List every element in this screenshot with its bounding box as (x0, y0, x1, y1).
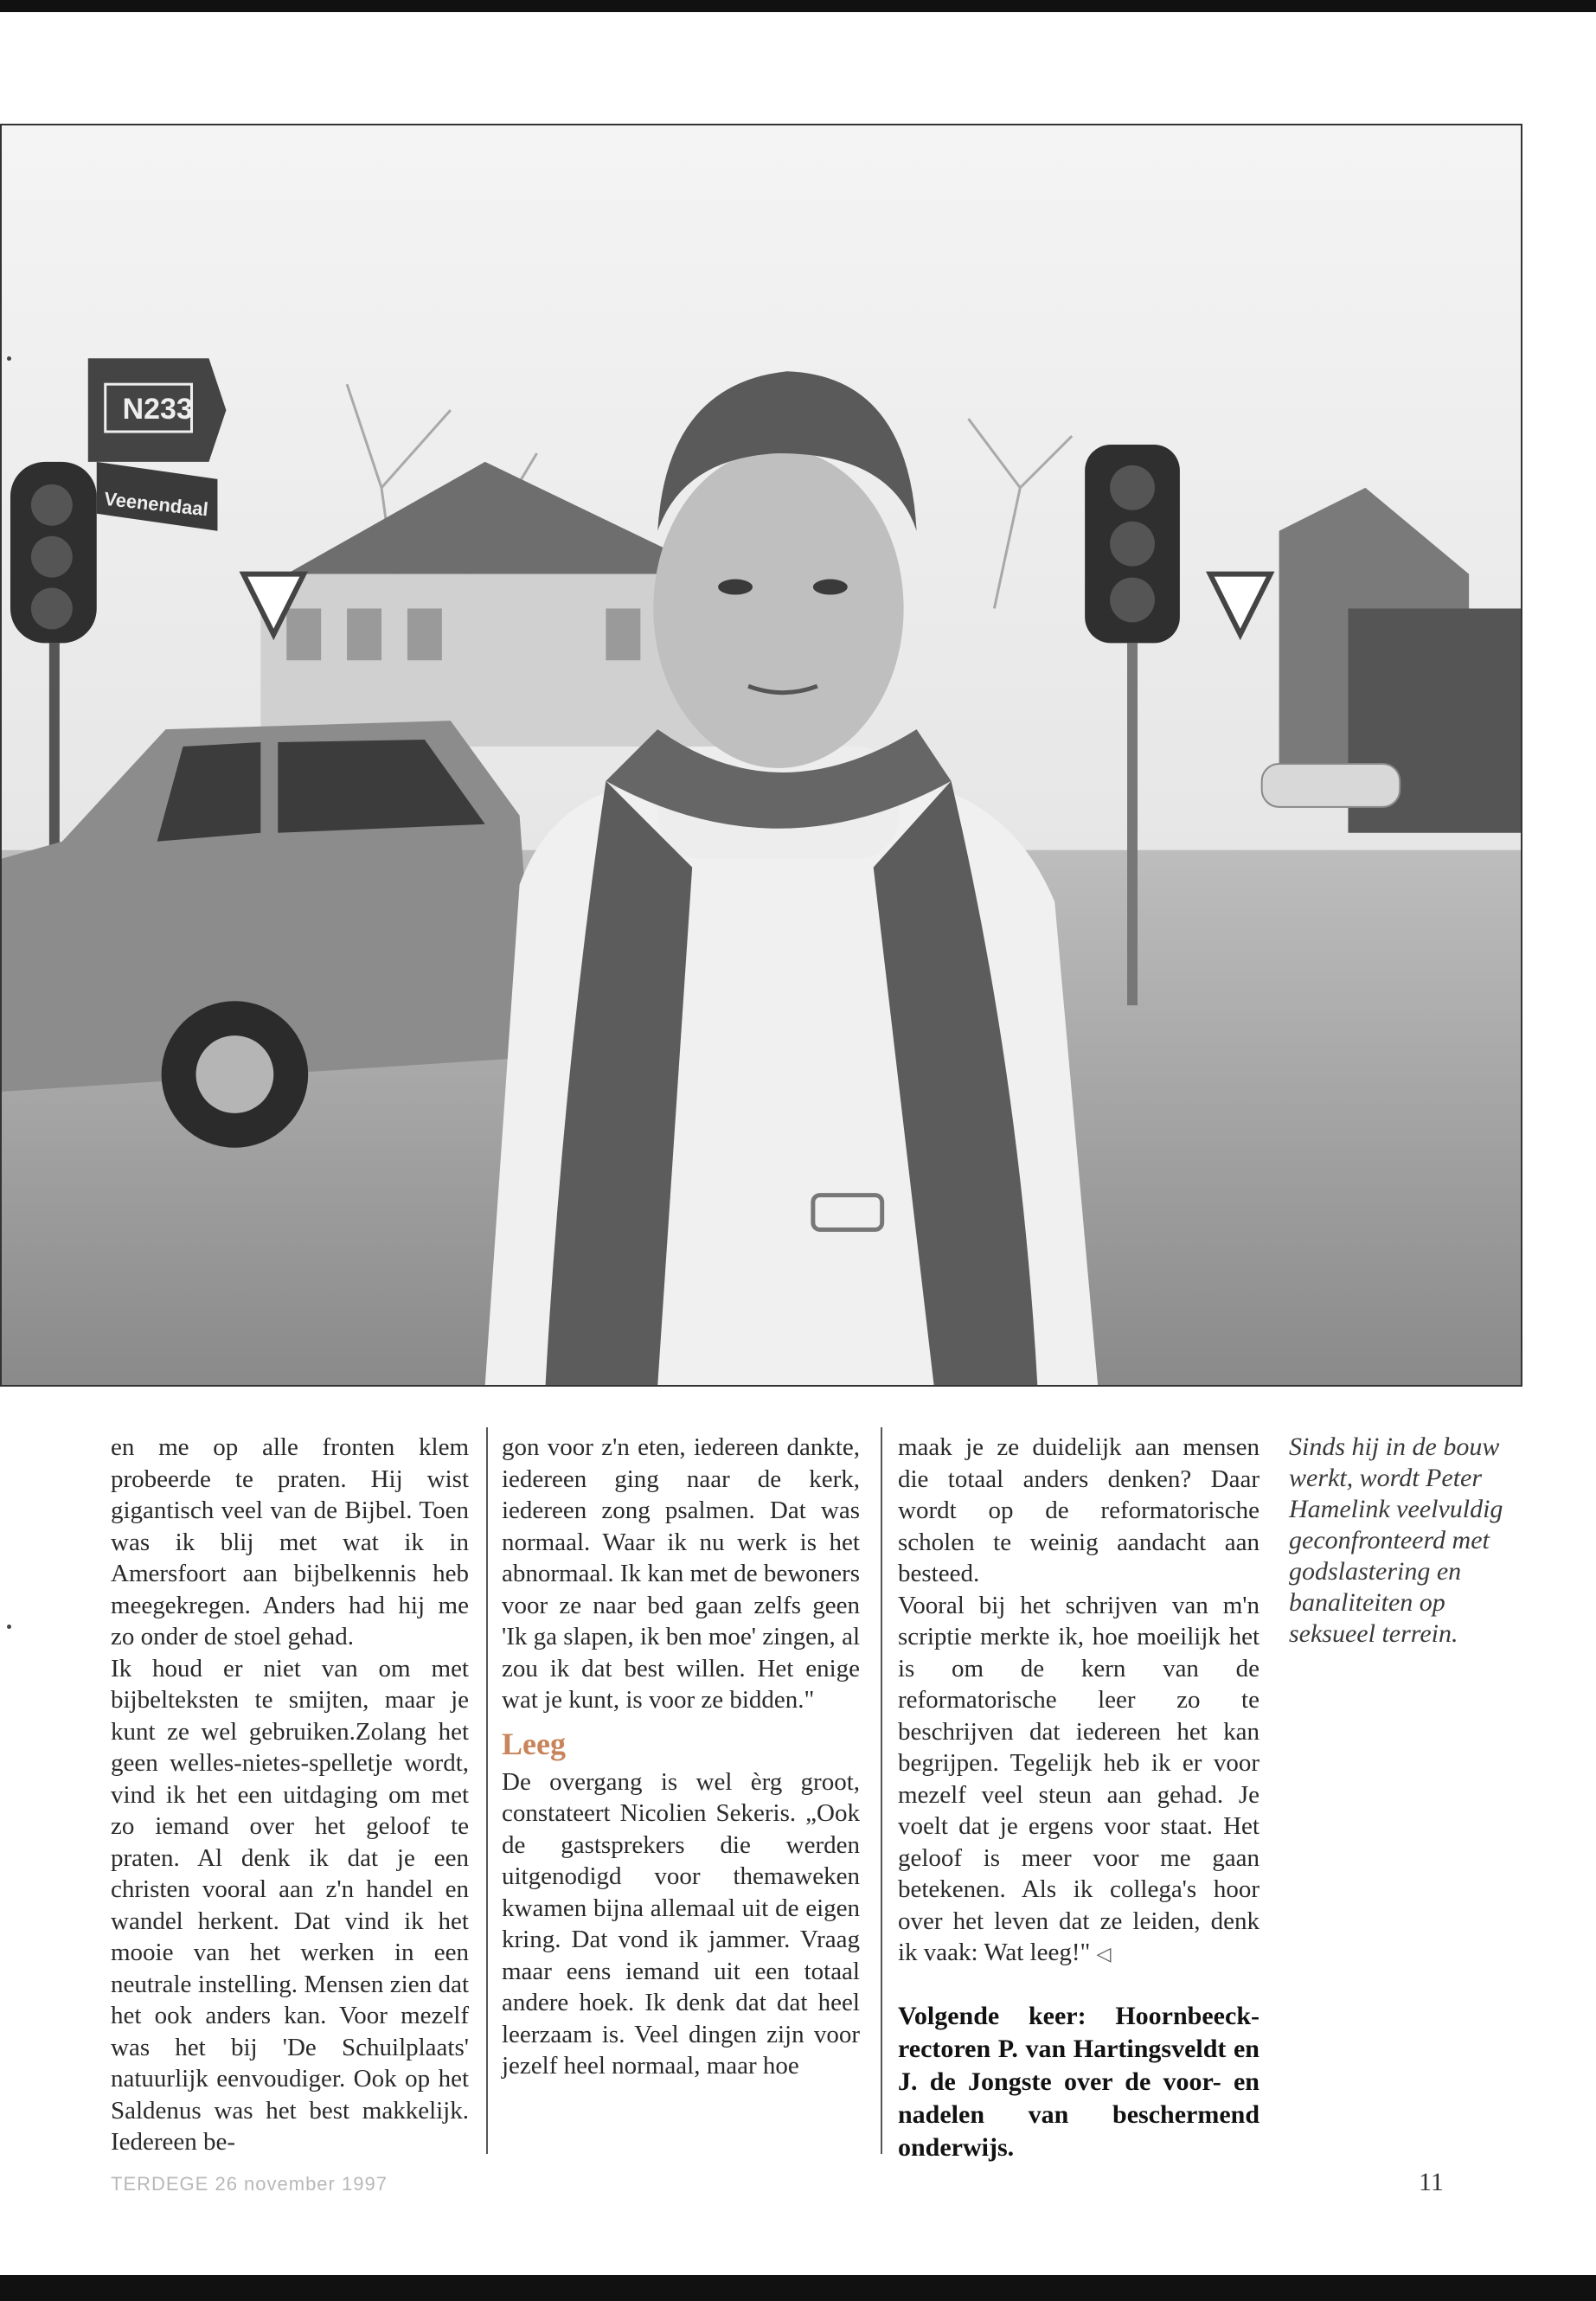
scan-mark (7, 356, 11, 361)
page-number: 11 (1419, 2168, 1444, 2196)
next-issue-teaser: Volgende keer: Hoornbeeck-rectoren P. van Hartingsveldt en J. de Jongste over de voor- en nadelen van beschermend onderwijs. (898, 2001, 1259, 2162)
scan-mark (7, 1625, 11, 1629)
article-column-3 (898, 1432, 1259, 2164)
street-portrait-photo (0, 124, 1522, 1387)
column-3-text (898, 1432, 1259, 1971)
column-divider-1 (486, 1427, 488, 2154)
article-column-2 (502, 1432, 860, 2082)
column-1-text: en me op alle fronten klem probeerde te praten. Hij wist gigantisch veel van de Bijbel. Toen was ik blij met wat ik in Amersfoort aan bijbelkennis heb meegekregen. Anders had hij me zo onder de stoel gehad. Ik houd er niet van om met bijbelteksten te smijten, maar je kunt ze wel gebruiken.Zolang het geen welles-nietes-spelletje wordt, vind ik het een uitdaging om met zo iemand over het geloof te praten. Al denk ik dat je een christen vooral aan z'n handel en wandel herkent. Dat vind ik het mooie van het werken in een neutrale instelling. Mensen zien dat het ook anders kan. Voor mezelf was het bij 'De Schuilplaats' natuurlijk eenvoudiger. Ook op het Saldenus was het best makkelijk. Iedereen be- (111, 1433, 469, 2156)
bottom-rule (0, 2275, 1596, 2301)
photo-caption: Sinds hij in de bouw werkt, wordt Peter Hamelink veelvuldig geconfronteerd met godslastering en banaliteiten op seksueel terrein. (1289, 1433, 1503, 1648)
end-of-article-icon: ◁ (1096, 1943, 1112, 1965)
column-2-text-before: gon voor z'n eten, iedereen dankte, iedereen ging naar de kerk, iedereen zong psalmen. Dat was normaal. Waar ik nu werk is het abnormaal. Ik kan met de bewoners voor ze naar bed gaan zelfs geen 'Ik ga slapen, ik ben moe' zingen, al zou ik dat best willen. Het enige wat je kunt, is voor ze bidden." (502, 1433, 860, 1714)
top-rule (0, 0, 1596, 12)
publication-footer: TERDEGE 26 november 1997 (111, 2173, 388, 2195)
photo-illustration (2, 125, 1521, 1385)
article-column-1 (111, 1432, 469, 2158)
column-3-body: maak je ze duidelijk aan mensen die totaal anders denken? Daar wordt op de reformatorische scholen te weinig aandacht aan besteed. Vooral bij het schrijven van m'n scriptie merkte ik, hoe moeilijk het is om de kern van de reformatorische leer zo te beschrijven dat iedereen het kan begrijpen. Tegelijk heb ik er voor mezelf veel steun aan gehad. Je voelt dat je ergens voor staat. Het geloof is meer voor me gaan betekenen. Als ik collega's hoor over het leven dat ze leiden, denk ik vaak: Wat leeg!" (898, 1433, 1259, 1966)
column-divider-2 (881, 1427, 882, 2154)
section-heading-leeg: Leeg (502, 1726, 566, 1761)
column-2-text-after: De overgang is wel èrg groot, constateert Nicolien Sekeris. „Ook de gastsprekers die werden uitgenodigd voor themaweken kwamen bijna allemaal uit de eigen kring. Dat vond ik jammer. Vraag maar eens iemand uit een totaal andere hoek. Ik denk dat dat heel leerzaam is. Veel dingen zijn voor jezelf heel normaal, maar hoe (502, 1767, 860, 2080)
sign-veenendaal: Veenendaal (103, 487, 209, 521)
sign-n233: N233 (122, 393, 193, 426)
